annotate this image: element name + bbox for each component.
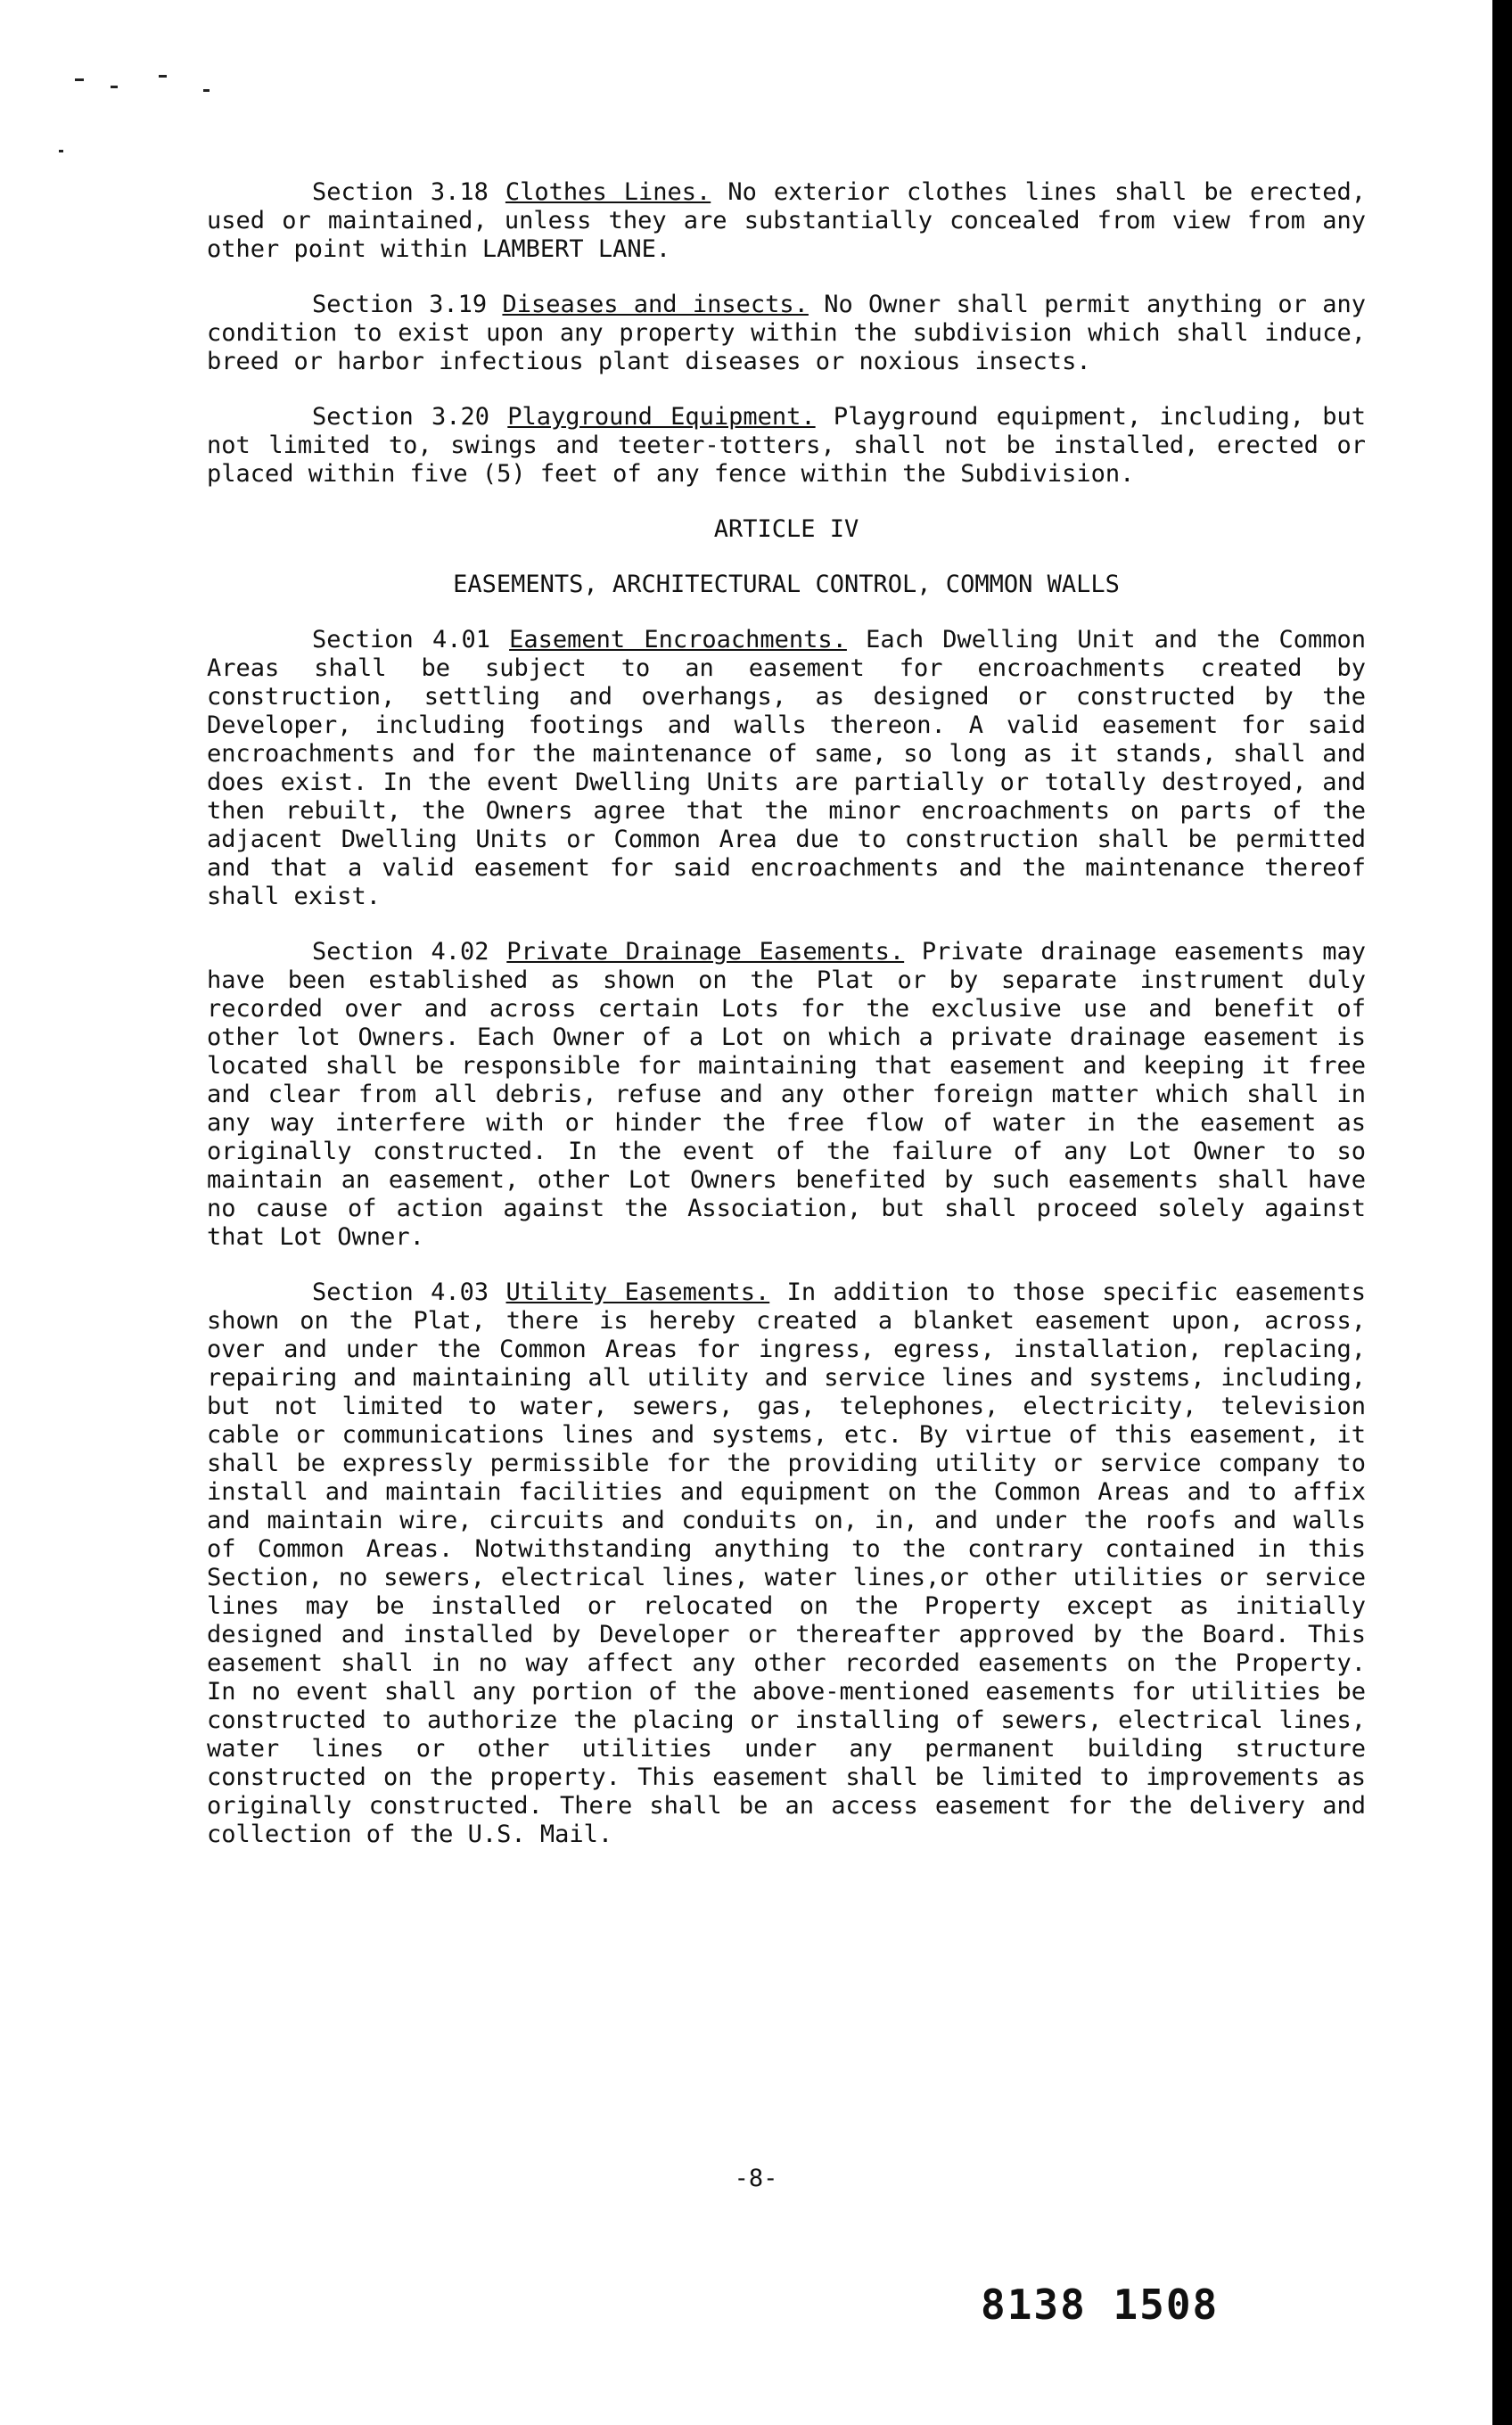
article-subtitle: EASEMENTS, ARCHITECTURAL CONTROL, COMMON WALLS xyxy=(453,571,1120,598)
section-title: Clothes Lines. xyxy=(505,178,711,206)
section-text: In addition to those specific easements shown on the Plat, there is hereby created a blanket easement upon, across, over and under the Common Areas for ingress, egress, installation, replacing, repairing and maintaining all utility and service lines and systems, including, but not limited to water, sewers, gas, telephones, electricity, television cable or communications lines and systems, etc. By virtue of this easement, it shall be expressly permissible for the providing utility or service company to install and maintain facilities and equipment on the Common Areas and to affix and maintain wire, circuits and conduits on, in, and under the roofs and walls of Common Areas. Notwithstanding anything to the contrary contained in this Section, no sewers, electrical lines, water lines,or other utilities or service lines may be installed or relocated on the Property except as initially designed and installed by Developer or thereafter approved by the Board. This easement shall in no way affect any other recorded easements on the Property. In no event shall any portion of the above-mentioned easements for utilities be constructed to authorize the placing or installing of sewers, electrical lines, water lines or other utilities under any permanent building structure constructed on the property. This easement shall be limited to improvements as originally constructed. There shall be an access easement for the delivery and collection of the U.S. Mail. xyxy=(207,1278,1366,1848)
section-text: No Owner shall permit anything or any condition to exist upon any property within the subdivision which shall induce, breed or harbor infectious plant diseases or noxious insects. xyxy=(207,291,1366,375)
section-number: Section 4.03 xyxy=(312,1278,489,1306)
section-number: Section 3.20 xyxy=(312,403,490,431)
section-4-02 xyxy=(207,938,1366,1252)
section-3-20 xyxy=(207,403,1366,489)
section-title: Utility Easements. xyxy=(505,1278,770,1306)
section-text: Playground equipment, including, but not limited to, swings and teeter-totters, shall not be installed, erected or placed within five (5) feet of any fence within the Subdivision. xyxy=(207,403,1366,488)
scan-speck xyxy=(159,75,167,78)
section-title: Diseases and insects. xyxy=(502,291,809,318)
scan-speck xyxy=(111,86,118,88)
section-4-01 xyxy=(207,626,1366,911)
scan-speck xyxy=(203,89,210,92)
book-page-reference: 8138 1508 xyxy=(981,2281,1220,2329)
scan-speck xyxy=(59,150,63,152)
section-number: Section 4.01 xyxy=(312,626,490,654)
section-title: Private Drainage Easements. xyxy=(506,938,905,966)
section-3-18 xyxy=(207,178,1366,264)
article-label: ARTICLE IV xyxy=(713,515,859,543)
scan-edge xyxy=(1492,0,1512,2425)
section-3-19 xyxy=(207,291,1366,376)
section-number: Section 3.18 xyxy=(312,178,489,206)
section-text: Private drainage easements may have been established as shown on the Plat or by separate instrument duly recorded over and across certain Lots for the exclusive use and benefit of other lot Owners. Each Owner of a Lot on which a private drainage easement is located shall be responsible for maintaining that easement and keeping it free and clear from all debris, refuse and any other foreign matter which shall in any way interfere with or hinder the free flow of water in the easement as originally constructed. In the event of the failure of any Lot Owner to so maintain an easement, other Lot Owners benefited by such easements shall have no cause of action against the Association, but shall proceed solely against that Lot Owner. xyxy=(207,938,1366,1251)
section-number: Section 3.19 xyxy=(312,291,488,318)
scan-speck xyxy=(75,78,84,81)
section-title: Playground Equipment. xyxy=(507,403,816,431)
section-number: Section 4.02 xyxy=(312,938,489,966)
section-text: Each Dwelling Unit and the Common Areas shall be subject to an easement for encroachments created by construction, settling and overhangs, as designed or constructed by the Developer, including footings and walls thereon. A valid easement for said encroachments and for the maintenance of same, so long as it stands, shall and does exist. In the event Dwelling Units are partially or totally destroyed, and then rebuilt, the Owners agree that the minor encroachments on parts of the adjacent Dwelling Units or Common Area due to construction shall be permitted and that a valid easement for said encroachments and the maintenance thereof shall exist. xyxy=(207,626,1366,910)
section-text: No exterior clothes lines shall be erected, used or maintained, unless they are substantially concealed from view from any other point within LAMBERT LANE. xyxy=(207,178,1366,263)
page-number: -8- xyxy=(734,2165,778,2192)
section-4-03 xyxy=(207,1278,1366,1849)
document-body xyxy=(207,178,1366,1876)
section-title: Easement Encroachments. xyxy=(509,626,847,654)
